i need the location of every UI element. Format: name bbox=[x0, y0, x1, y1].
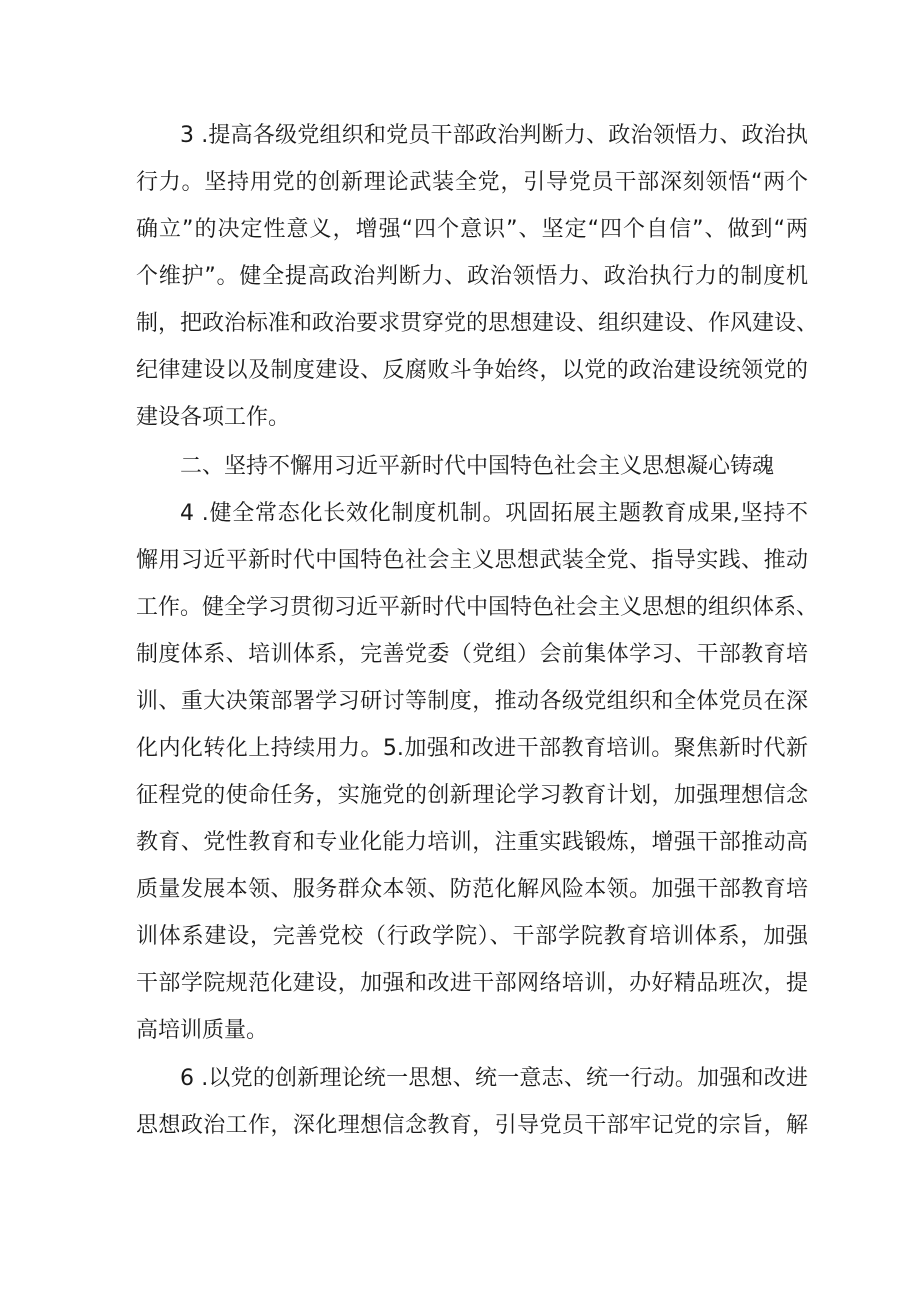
text-line: 训、重大决策部署学习研讨等制度，推动各级党组织和全体党员在深 bbox=[136, 689, 808, 714]
paragraph-item-3 bbox=[136, 112, 819, 441]
text-line: 思想政治工作，深化理想信念教育，引导党员干部牢记党的宗旨，解 bbox=[136, 1113, 808, 1138]
text-line: 工作。健全学习贯彻习近平新时代中国特色社会主义思想的组织体系、 bbox=[136, 595, 819, 620]
text-line: 确立”的决定性意义，增强“四个意识”、坚定“四个自信”、做到“两 bbox=[136, 217, 808, 242]
text-line: 教育、党性教育和专业化能力培训，注重实践锻炼，增强干部推动高 bbox=[136, 830, 808, 855]
text-line: 行力。坚持用党的创新理论武装全党，引导党员干部深刻领悟“两个 bbox=[136, 170, 808, 195]
text-line: 制度体系、培训体系，完善党委（党组）会前集体学习、干部教育培 bbox=[136, 642, 808, 667]
text-line: 化内化转化上持续用力。5.加强和改进干部教育培训。聚焦新时代新 bbox=[136, 736, 808, 761]
text-line: 个维护”。健全提高政治判断力、政治领悟力、政治执行力的制度机 bbox=[136, 264, 808, 289]
text-line: 4 .健全常态化长效化制度机制。巩固拓展主题教育成果,坚持不 bbox=[180, 501, 808, 526]
text-line: 质量发展本领、服务群众本领、防范化解风险本领。加强干部教育培 bbox=[136, 877, 808, 902]
text-line: 高培训质量。 bbox=[136, 1018, 269, 1043]
text-line: 制，把政治标准和政治要求贯穿党的思想建设、组织建设、作风建设、 bbox=[136, 311, 819, 336]
text-line: 3 .提高各级党组织和党员干部政治判断力、政治领悟力、政治执 bbox=[180, 123, 808, 148]
paragraph-item-6 bbox=[136, 1055, 808, 1149]
section-heading bbox=[136, 443, 808, 490]
paragraph-item-4-5 bbox=[136, 490, 819, 1054]
text-line: 纪律建设以及制度建设、反腐败斗争始终，以党的政治建设统领党的 bbox=[136, 358, 808, 383]
text-line: 6 .以党的创新理论统一思想、统一意志、统一行动。加强和改进 bbox=[180, 1066, 808, 1091]
text-line: 懈用习近平新时代中国特色社会主义思想武装全党、指导实践、推动 bbox=[136, 548, 808, 573]
text-line: 二、坚持不懈用习近平新时代中国特色社会主义思想凝心铸魂 bbox=[180, 454, 775, 479]
text-line: 建设各项工作。 bbox=[136, 405, 291, 430]
text-line: 训体系建设，完善党校（行政学院）、干部学院教育培训体系，加强 bbox=[136, 924, 808, 949]
text-line: 征程党的使命任务，实施党的创新理论学习教育计划，加强理想信念 bbox=[136, 783, 808, 808]
text-line: 干部学院规范化建设，加强和改进干部网络培训，办好精品班次，提 bbox=[136, 971, 808, 996]
